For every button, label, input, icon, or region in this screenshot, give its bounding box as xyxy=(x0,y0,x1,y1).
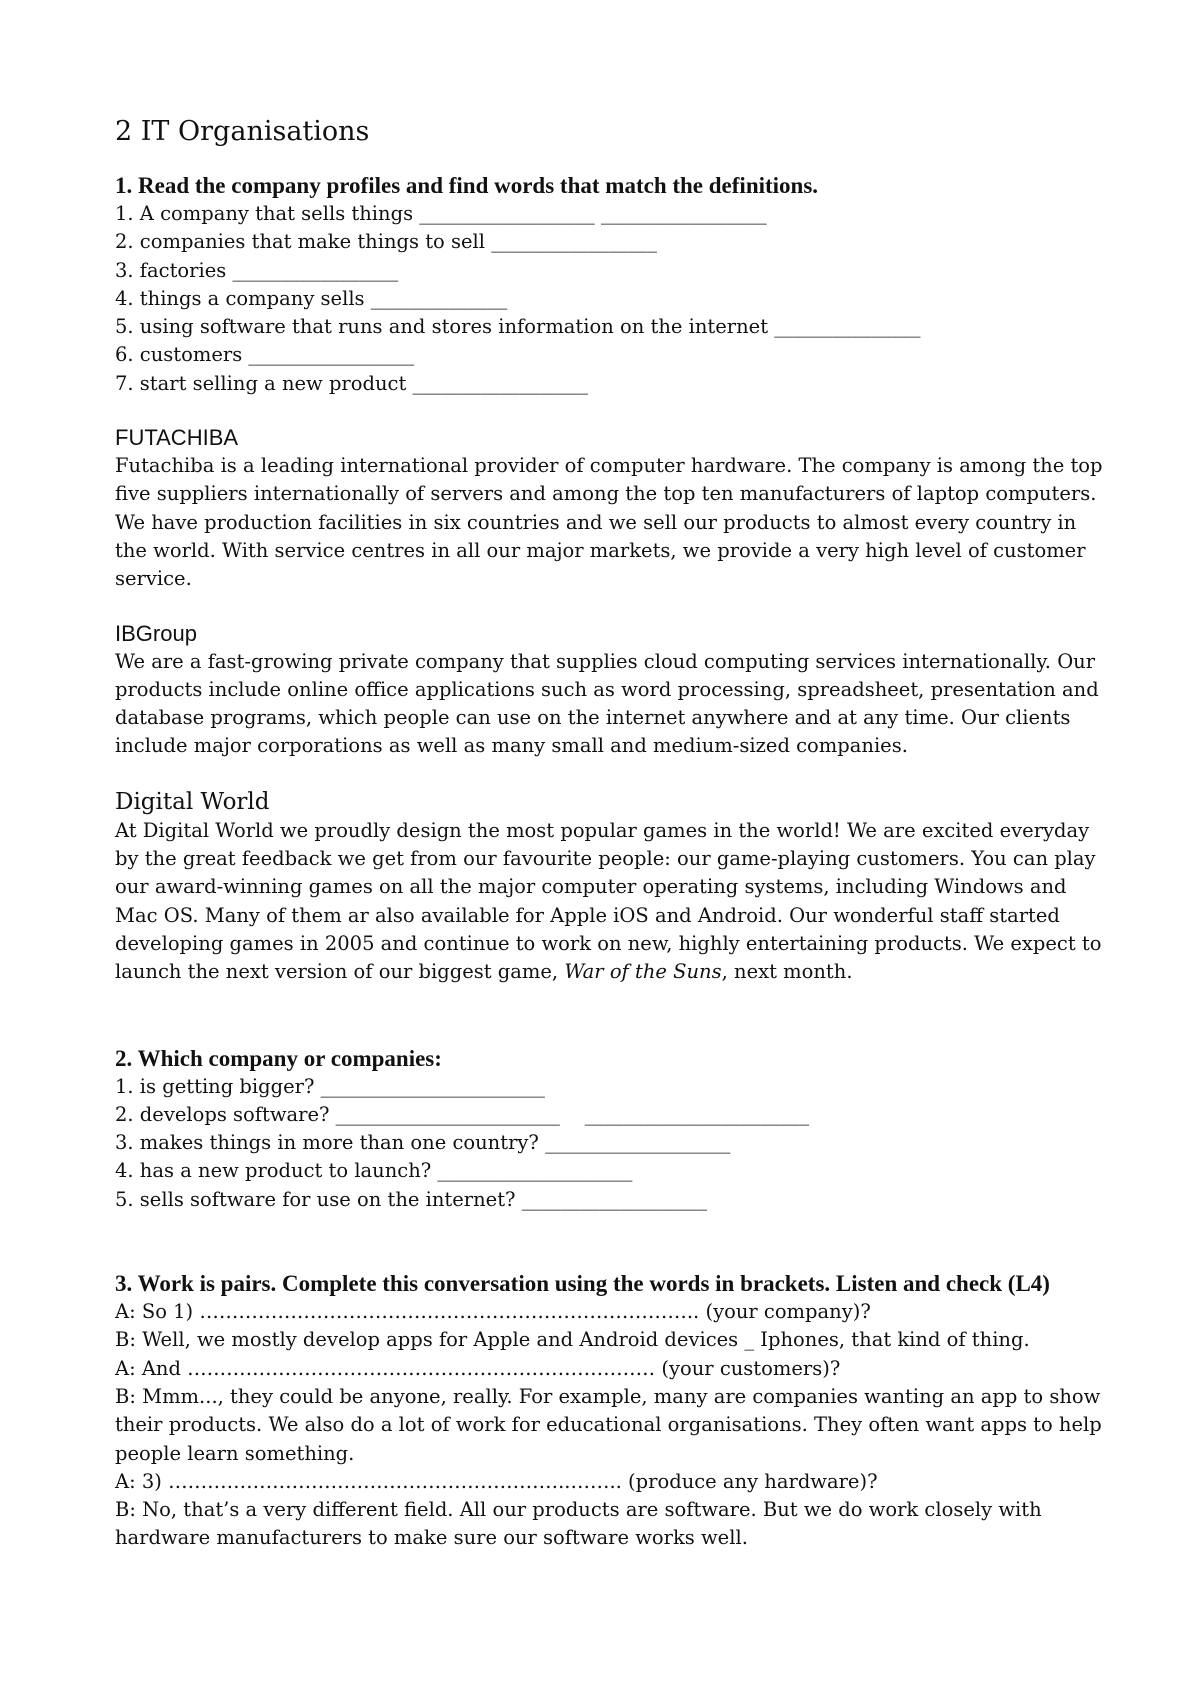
profile-text-end: , next month. xyxy=(721,960,853,984)
exercise-2-item: 3. makes things in more than one country? ___________________ xyxy=(115,1131,731,1155)
worksheet-page xyxy=(115,112,1105,1553)
page-title: 2 IT Organisations xyxy=(115,116,370,147)
exercise-1-item: 4. things a company sells ______________ xyxy=(115,286,508,310)
exercise-1-item: 6. customers _________________ xyxy=(115,343,415,367)
exercise-1-heading: 1. Read the company profiles and find words that match the definitions. xyxy=(115,173,819,198)
company-profile-futachiba: Futachiba is a leading international provider of computer hardware. The company is among the top five suppliers internationally of servers and among the top ten manufacturers of laptop computers. We have production facilities in six countries and we sell our products to almost every country in the world. With service centres in all our major markets, we provide a very high level of customer service. xyxy=(115,454,1103,591)
dialogue-line: B: No, that’s a very different field. All our products are software. But we do work closely with hardware manufacturers to make sure our software works well. xyxy=(115,1498,1042,1550)
company-name-ibgroup: IBGroup xyxy=(115,620,197,646)
exercise-2-heading: 2. Which company or companies: xyxy=(115,1045,442,1071)
company-name-futachiba: FUTACHIBA xyxy=(115,425,239,451)
dialogue-line: B: Well, we mostly develop apps for Apple and Android devices _ Iphones, that kind of thing. xyxy=(115,1328,1030,1352)
dialogue-line: A: And ……………………………………………………………… (your customers)? xyxy=(115,1356,841,1380)
exercise-2-item: 1. is getting bigger? _______________________ xyxy=(115,1074,545,1098)
company-ibgroup xyxy=(115,620,1105,761)
exercise-3 xyxy=(115,1270,1105,1553)
dialogue-line: A: So 1) ………………………………………………………………….. (your company)? xyxy=(115,1300,871,1324)
company-name-digital-world: Digital World xyxy=(115,788,270,815)
exercise-1-item: 3. factories _________________ xyxy=(115,258,399,282)
exercise-2 xyxy=(115,1045,1105,1214)
game-title: War of the Suns xyxy=(564,960,722,984)
exercise-1 xyxy=(115,172,1105,398)
exercise-1-item: 1. A company that sells things __________________ _________________ xyxy=(115,202,767,225)
company-futachiba xyxy=(115,424,1105,593)
company-digital-world xyxy=(115,787,1105,987)
exercise-1-item: 5. using software that runs and stores information on the internet _______________ xyxy=(115,315,921,339)
profile-text: At Digital World we proudly design the most popular games in the world! We are excited everyday by the great feedback we get from our favourite people: our game-playing customers. You can play our award-winning games on all the major computer operating systems, including Windows and Mac OS. Many of them ar also available for Apple iOS and Android. Our wonderful staff started developing games in 2005 and continue to work on new, highly entertaining products. We expect to launch the next version of our biggest game, xyxy=(115,818,1102,984)
dialogue-line: A: 3) ……………………………………………………..…….. (produce any hardware)? xyxy=(115,1469,878,1493)
exercise-2-item: 2. develops software? _______________________ _______________________ xyxy=(115,1102,809,1126)
spacer xyxy=(115,987,1105,1045)
dialogue-line: B: Mmm..., they could be anyone, really. For example, many are companies wanting an app to show their products. We also do a lot of work for educational organisations. They often want apps to help people learn something. xyxy=(115,1384,1102,1465)
exercise-3-heading: 3. Work is pairs. Complete this conversation using the words in brackets. Listen and check (L4) xyxy=(115,1271,1050,1297)
company-profile-ibgroup: We are a fast-growing private company that supplies cloud computing services internationally. Our products include online office applications such as word processing, spreadsheet, presentation and database programs, which people can use on the internet anywhere and at any time. Our clients include major corporations as well as many small and medium-sized companies. xyxy=(115,649,1099,758)
exercise-2-item: 4. has a new product to launch? ____________________ xyxy=(115,1159,633,1183)
exercise-2-item: 5. sells software for use on the internet? ___________________ xyxy=(115,1187,707,1211)
exercise-1-item: 2. companies that make things to sell _________________ xyxy=(115,230,657,254)
spacer xyxy=(115,1214,1105,1270)
exercise-1-item: 7. start selling a new product __________________ xyxy=(115,371,588,395)
company-profile-digital-world xyxy=(115,817,1105,987)
